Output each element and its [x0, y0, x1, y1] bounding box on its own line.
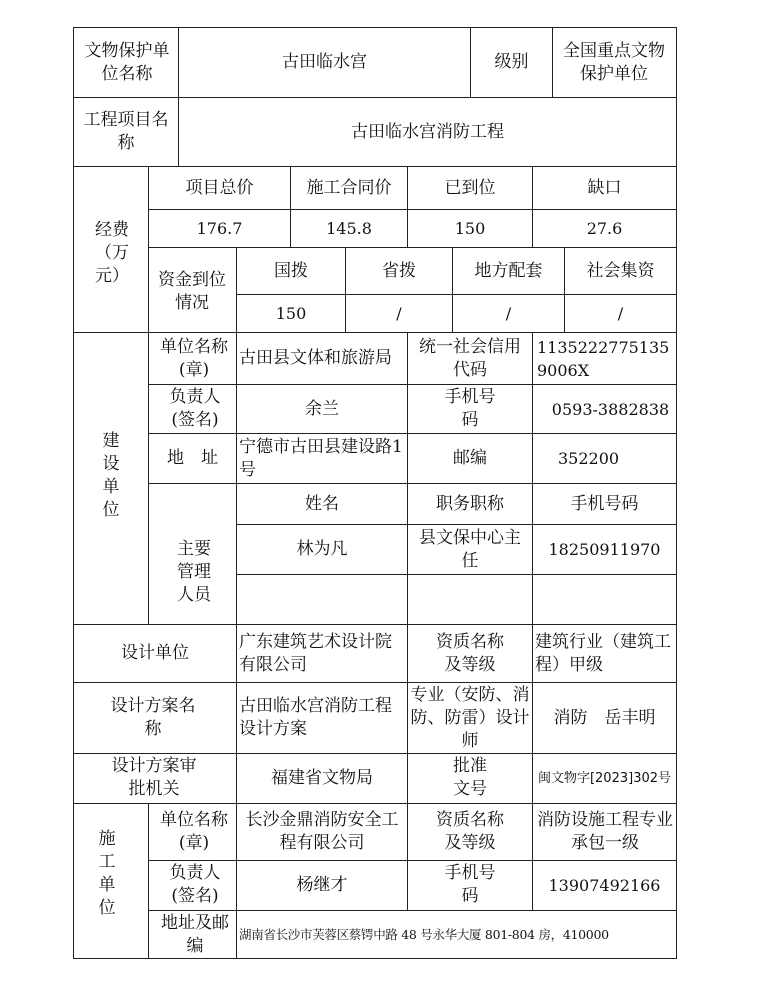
- funds-provincial: /: [396, 304, 402, 323]
- design-unit: 广东建筑艺术设计院有限公司: [239, 632, 392, 675]
- construction-addr-label: 地址及邮编: [161, 913, 229, 956]
- builder-managers-label: 主要管理人员: [177, 538, 211, 605]
- builder-postcode: 352200: [558, 449, 620, 468]
- funds-received: 150: [454, 219, 486, 238]
- col-title-header: 职务职称: [436, 493, 504, 514]
- design-designer: 消防 岳丰明: [553, 707, 656, 728]
- builder-leader: 余兰: [305, 398, 339, 419]
- funds-social: /: [617, 304, 624, 323]
- project-label: 工程项目名称: [83, 110, 169, 153]
- design-doc: 闽文物字[2023]302号: [537, 771, 672, 786]
- unit-name-value: 古田临水宫: [282, 52, 367, 72]
- funds-arrival-label: 资金到位情况: [158, 270, 226, 313]
- funds-total-label: 项目总价: [185, 177, 254, 198]
- funds-label: 经费（万元）: [95, 219, 129, 286]
- builder-postcode-label: 邮编: [453, 448, 487, 468]
- builder-address: 宁德市古田县建设路1号: [239, 436, 403, 480]
- level-value: 全国重点文物保护单位: [563, 41, 665, 84]
- design-doc-label: 批准文号: [453, 756, 487, 799]
- builder-leader-label: 负责人(签名): [169, 387, 221, 430]
- construction-phone: 13907492166: [548, 876, 661, 895]
- funds-contract: 145.8: [326, 219, 372, 238]
- funds-gap: 27.6: [586, 219, 623, 238]
- design-qual: 建筑行业（建筑工程）甲级: [535, 632, 671, 675]
- construction-addr: 湖南省长沙市芙蓉区蔡锷中路 48 号永华大厦 801-804 房，410000: [239, 927, 609, 942]
- builder-label: 建设单位: [102, 431, 120, 520]
- design-approval-label: 设计方案审批机关: [111, 756, 197, 799]
- project-value: 古田临水宫消防工程: [351, 121, 504, 142]
- construction-phone-label: 手机号码: [444, 863, 496, 906]
- construction-name-label: 单位名称(章): [160, 810, 228, 853]
- funds-national: 150: [275, 304, 307, 323]
- manager-phone: 18250911970: [548, 540, 661, 559]
- construction-leader-label: 负责人(签名): [169, 863, 221, 906]
- funds-received-label: 已到位: [444, 177, 496, 198]
- builder-name-label: 单位名称(章): [160, 337, 228, 380]
- construction-name: 长沙金鼎消防安全工程有限公司: [245, 810, 399, 853]
- funds-total: 176.7: [196, 219, 243, 238]
- design-plan: 古田临水宫消防工程设计方案: [239, 696, 392, 739]
- manager-title: 县文保中心主任: [419, 528, 521, 571]
- funds-provincial-label: 省拨: [382, 260, 416, 281]
- manager-name: 林为凡: [296, 539, 348, 559]
- construction-label: 施工单位: [98, 829, 116, 918]
- design-approval: 福建省文物局: [271, 768, 373, 788]
- funds-gap-label: 缺口: [587, 177, 622, 198]
- builder-phone-label: 手机号码: [444, 387, 496, 430]
- builder-name: 古田县文体和旅游局: [239, 348, 392, 368]
- design-unit-label: 设计单位: [121, 643, 189, 663]
- design-designer-label: 专业（安防、消防、防雷）设计师: [410, 684, 530, 751]
- construction-qual-label: 资质名称及等级: [436, 810, 504, 853]
- construction-leader: 杨继才: [296, 875, 348, 895]
- col-phone-header: 手机号码: [570, 493, 639, 514]
- funds-local: /: [505, 304, 512, 323]
- funds-national-label: 国拨: [274, 260, 308, 281]
- design-qual-label: 资质名称及等级: [436, 632, 504, 675]
- builder-address-label: 地 址: [167, 448, 218, 468]
- design-plan-label: 设计方案名称: [110, 696, 196, 739]
- builder-credit-code: 11352227751359006X: [537, 338, 670, 380]
- funds-local-label: 地方配套: [474, 260, 543, 281]
- funds-contract-label: 施工合同价: [306, 177, 392, 198]
- builder-credit-label: 统一社会信用代码: [419, 337, 521, 380]
- level-label: 级别: [494, 52, 529, 72]
- construction-qual: 消防设施工程专业承包一级: [537, 810, 673, 853]
- col-name-header: 姓名: [305, 493, 339, 514]
- funds-social-label: 社会集资: [586, 260, 655, 281]
- unit-name-label: 文物保护单位名称: [84, 41, 170, 84]
- builder-phone: 0593-3882838: [551, 399, 670, 419]
